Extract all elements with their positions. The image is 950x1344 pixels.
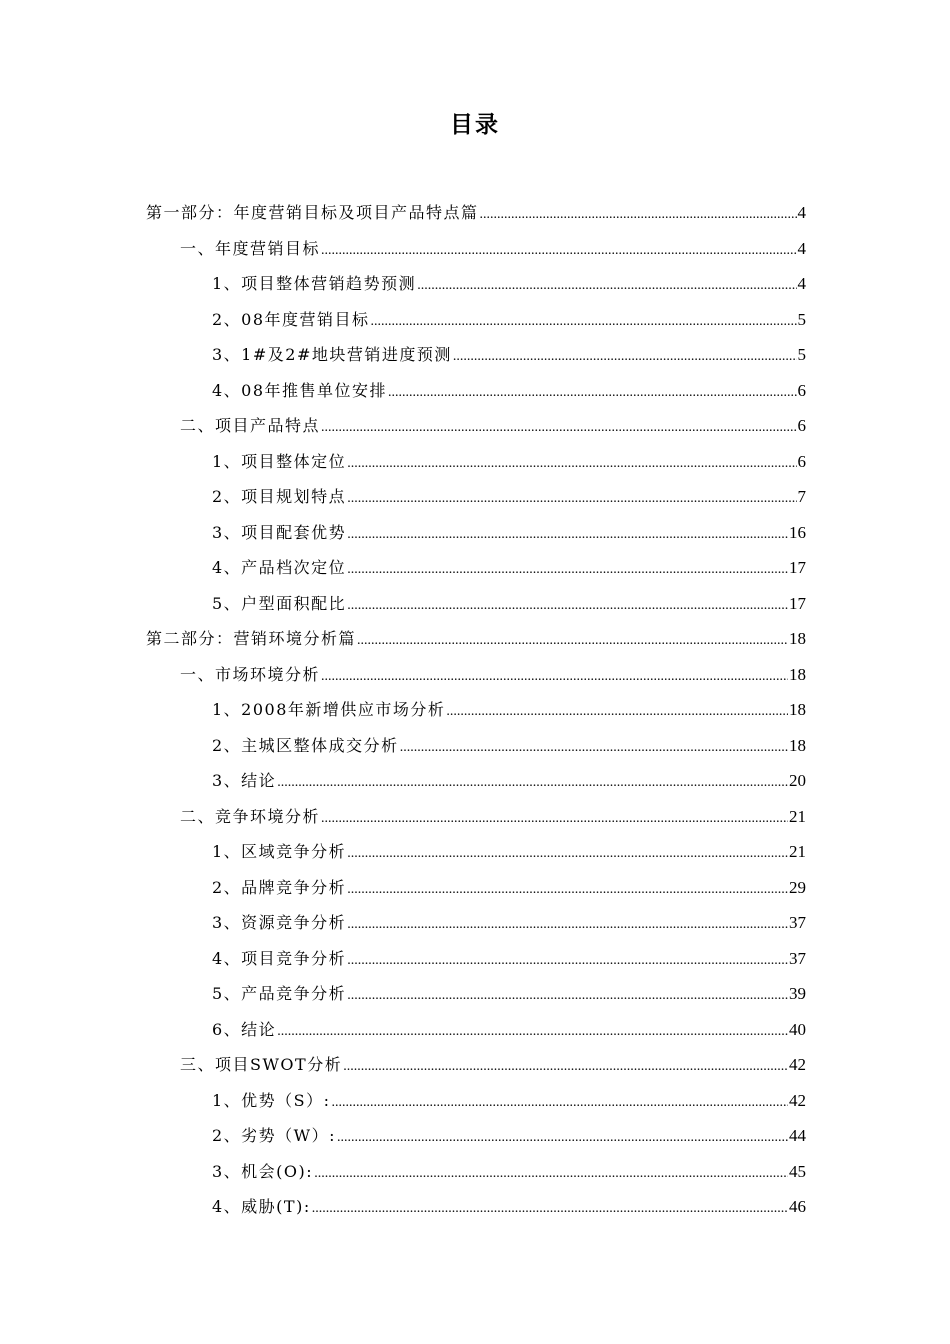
toc-entry-text: 1、项目整体定位 xyxy=(212,451,347,471)
table-of-contents xyxy=(146,198,806,1228)
toc-entry[interactable] xyxy=(146,269,806,305)
toc-entry[interactable] xyxy=(146,766,806,802)
toc-page-number: 37 xyxy=(789,948,806,968)
toc-dot-leader xyxy=(347,555,788,585)
toc-dot-leader xyxy=(417,271,796,301)
toc-entry-text: 一、年度营销目标 xyxy=(180,238,321,258)
toc-page-number: 4 xyxy=(797,203,806,222)
toc-entry-text: 1、区域竞争分析 xyxy=(212,842,347,861)
toc-entry[interactable] xyxy=(146,695,806,731)
toc-entry[interactable] xyxy=(146,1121,806,1157)
toc-dot-leader xyxy=(347,520,788,550)
toc-page-number: 16 xyxy=(789,522,806,542)
toc-entry[interactable] xyxy=(146,234,806,270)
toc-entry-text: 2、08年度营销目标 xyxy=(212,309,370,329)
toc-dot-leader xyxy=(347,946,788,976)
toc-entry[interactable] xyxy=(146,908,806,944)
toc-page-number: 37 xyxy=(789,913,806,932)
toc-entry[interactable] xyxy=(146,411,806,447)
toc-entry-text: 1、优势（S）: xyxy=(212,1090,331,1110)
toc-entry-text: 3、结论 xyxy=(212,771,277,790)
toc-page-number: 44 xyxy=(789,1126,806,1145)
toc-entry-text: 一、市场环境分析 xyxy=(180,664,321,684)
toc-dot-leader xyxy=(312,1194,788,1224)
toc-dot-leader xyxy=(321,413,796,443)
toc-entry-text: 2、项目规划特点 xyxy=(212,487,347,506)
toc-entry-text: 二、项目产品特点 xyxy=(180,416,321,435)
toc-dot-leader xyxy=(314,1159,788,1189)
toc-page-number: 21 xyxy=(789,842,806,861)
toc-entry[interactable] xyxy=(146,979,806,1015)
toc-entry[interactable] xyxy=(146,376,806,412)
toc-entry[interactable] xyxy=(146,553,806,589)
toc-dot-leader xyxy=(480,200,797,230)
toc-dot-leader xyxy=(347,910,788,940)
toc-entry-text: 第一部分：年度营销目标及项目产品特点篇 xyxy=(146,203,479,222)
toc-entry[interactable] xyxy=(146,198,806,234)
toc-page-number: 17 xyxy=(789,593,806,613)
toc-entry[interactable] xyxy=(146,1015,806,1051)
toc-dot-leader xyxy=(347,981,788,1011)
toc-entry-text: 2、劣势（W）: xyxy=(212,1126,337,1145)
toc-entry-text: 3、机会(O): xyxy=(212,1161,314,1181)
toc-dot-leader xyxy=(388,378,796,408)
toc-entry-text: 3、1#及2#地块营销进度预测 xyxy=(212,345,452,364)
toc-entry[interactable] xyxy=(146,482,806,518)
toc-page-number: 4 xyxy=(797,274,806,293)
toc-dot-leader xyxy=(277,768,788,798)
toc-entry[interactable] xyxy=(146,873,806,909)
toc-page-number: 40 xyxy=(789,1019,806,1039)
toc-entry-text: 1、项目整体营销趋势预测 xyxy=(212,274,417,293)
toc-entry-text: 1、2008年新增供应市场分析 xyxy=(212,700,446,719)
toc-entry[interactable] xyxy=(146,589,806,625)
toc-page-number: 42 xyxy=(789,1090,806,1110)
toc-page-number: 6 xyxy=(797,451,806,471)
toc-title: 目录 xyxy=(450,112,500,138)
toc-dot-leader xyxy=(347,591,788,621)
toc-entry[interactable] xyxy=(146,802,806,838)
toc-entry-text: 4、项目竞争分析 xyxy=(212,948,347,968)
toc-page-number: 21 xyxy=(789,806,806,826)
toc-page-number: 6 xyxy=(797,416,806,435)
toc-dot-leader xyxy=(332,1088,788,1118)
toc-page-number: 18 xyxy=(789,735,806,755)
toc-page-number: 42 xyxy=(789,1055,806,1074)
toc-entry[interactable] xyxy=(146,837,806,873)
toc-entry-text: 6、结论 xyxy=(212,1019,277,1039)
toc-page-number: 18 xyxy=(789,700,806,719)
toc-page-number: 4 xyxy=(797,238,806,258)
toc-dot-leader xyxy=(347,839,788,869)
toc-dot-leader xyxy=(347,449,796,479)
toc-entry-text: 2、主城区整体成交分析 xyxy=(212,735,399,755)
toc-page-number: 6 xyxy=(797,380,806,400)
toc-entry-text: 4、威胁(T): xyxy=(212,1197,311,1216)
toc-entry[interactable] xyxy=(146,1050,806,1086)
toc-page-number: 7 xyxy=(797,487,806,506)
toc-dot-leader xyxy=(321,662,788,692)
toc-entry-text: 4、产品档次定位 xyxy=(212,558,347,577)
toc-entry[interactable] xyxy=(146,1157,806,1193)
toc-entry[interactable] xyxy=(146,624,806,660)
toc-dot-leader xyxy=(277,1017,788,1047)
toc-dot-leader xyxy=(347,875,788,905)
toc-page-number: 17 xyxy=(789,558,806,577)
toc-dot-leader xyxy=(400,733,788,763)
toc-dot-leader xyxy=(321,236,796,266)
toc-page-number: 29 xyxy=(789,877,806,897)
toc-entry[interactable] xyxy=(146,305,806,341)
toc-dot-leader xyxy=(337,1123,788,1153)
toc-entry-text: 二、竞争环境分析 xyxy=(180,806,321,826)
toc-page-number: 20 xyxy=(789,771,806,790)
toc-entry[interactable] xyxy=(146,660,806,696)
toc-page-number: 18 xyxy=(789,664,806,684)
toc-dot-leader xyxy=(347,484,796,514)
toc-dot-leader xyxy=(321,804,788,834)
toc-page-number: 45 xyxy=(789,1161,806,1181)
toc-page-number: 18 xyxy=(789,629,806,648)
toc-entry[interactable] xyxy=(146,1192,806,1228)
toc-entry[interactable] xyxy=(146,518,806,554)
toc-entry-text: 3、资源竞争分析 xyxy=(212,913,347,932)
toc-entry-text: 5、户型面积配比 xyxy=(212,593,347,613)
toc-entry[interactable] xyxy=(146,1086,806,1122)
toc-entry[interactable] xyxy=(146,447,806,483)
toc-entry-text: 2、品牌竞争分析 xyxy=(212,877,347,897)
toc-page-number: 46 xyxy=(789,1197,806,1216)
toc-entry-text: 三、项目SWOT分析 xyxy=(180,1055,343,1074)
toc-entry-text: 5、产品竞争分析 xyxy=(212,984,347,1003)
toc-dot-leader xyxy=(446,697,788,727)
toc-page-number: 5 xyxy=(797,345,806,364)
toc-entry-text: 第二部分：营销环境分析篇 xyxy=(146,629,357,648)
toc-entry[interactable] xyxy=(146,731,806,767)
toc-dot-leader xyxy=(371,307,797,337)
toc-dot-leader xyxy=(357,626,788,656)
toc-entry-text: 4、08年推售单位安排 xyxy=(212,380,388,400)
toc-page-number: 5 xyxy=(797,309,806,329)
toc-entry-text: 3、项目配套优势 xyxy=(212,522,347,542)
toc-entry[interactable] xyxy=(146,340,806,376)
toc-entry[interactable] xyxy=(146,944,806,980)
toc-dot-leader xyxy=(453,342,797,372)
toc-page-number: 39 xyxy=(789,984,806,1003)
toc-dot-leader xyxy=(343,1052,788,1082)
